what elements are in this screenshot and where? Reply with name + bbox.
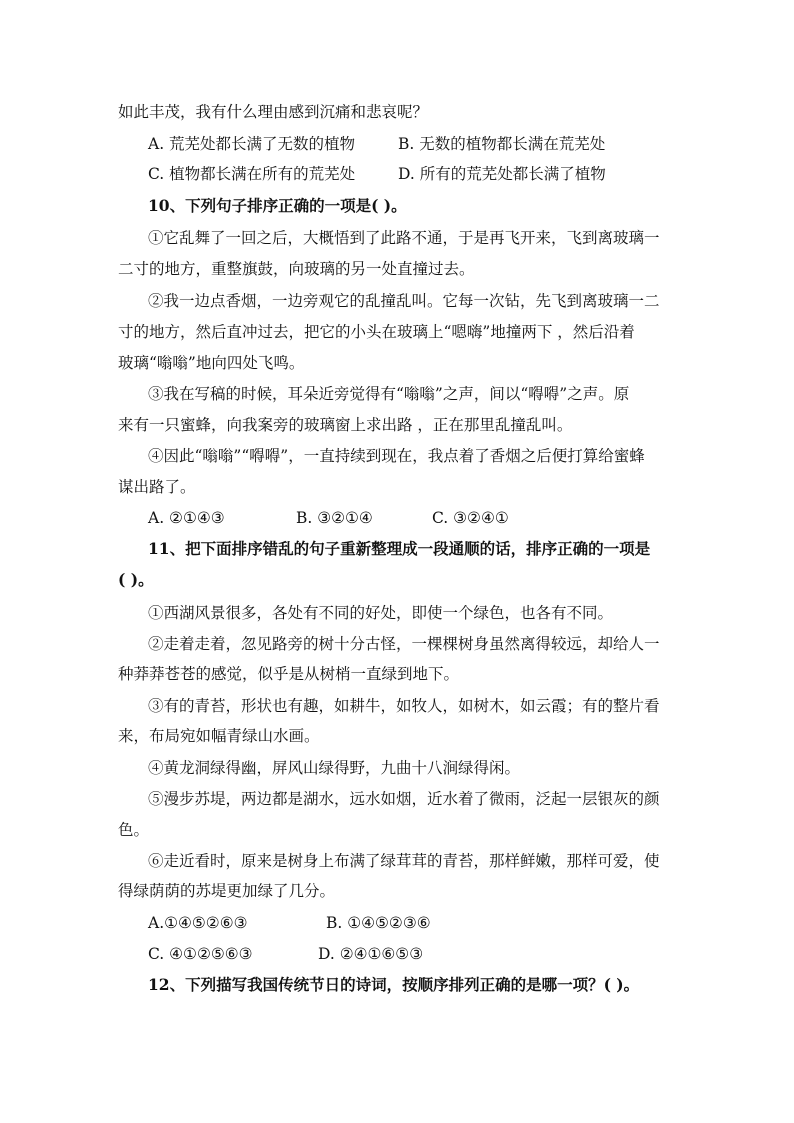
q11-sentence-2-line-2: 种莽莽苍苍的感觉，似乎是从树梢一直绿到地下。 — [118, 665, 460, 683]
q10-option-b: B. ③②①④ — [296, 509, 373, 527]
q9-option-c: C. 植物都长满在所有的荒芜处 — [148, 165, 356, 183]
q11-sentence-3-line-1: ③有的青苔，形状也有趣，如耕牛，如牧人，如树木，如云霞；有的整片看 — [148, 697, 660, 715]
q9-option-d: D. 所有的荒芜处都长满了植物 — [398, 165, 606, 183]
q11-title-line-1: 11、把下面排序错乱的句子重新整理成一段通顺的话，排序正确的一项是 — [148, 539, 651, 558]
q11-option-d: D. ②④①⑥⑤③ — [318, 945, 424, 963]
q10-title: 10、下列句子排序正确的一项是( )。 — [148, 196, 407, 215]
q9-option-b: B. 无数的植物都长满在荒芜处 — [398, 135, 606, 153]
q10-sentence-2-line-2: 寸的地方，然后直冲过去，把它的小头在玻璃上“嗯嗨”地撞两下 ，然后沿着 — [118, 323, 635, 341]
q10-sentence-2-line-1: ②我一边点香烟，一边旁观它的乱撞乱叫。它每一次钻，先飞到离玻璃一二 — [148, 292, 660, 310]
q11-title-line-2: ( )。 — [118, 570, 154, 589]
q9-option-a: A. 荒芜处都长满了无数的植物 — [148, 135, 356, 153]
q11-option-a: A.①④⑤②⑥③ — [148, 914, 248, 932]
q10-sentence-4-line-1: ④因此“嗡嗡”“嘚嘚”，一直持续到现在，我点着了香烟之后便打算给蜜蜂 — [148, 447, 645, 465]
q10-sentence-1-line-2: 二寸的地方，重整旗鼓，向玻璃的另一处直撞过去。 — [118, 260, 475, 278]
q10-sentence-3-line-2: 来有一只蜜蜂，向我案旁的玻璃窗上求出路 ，正在那里乱撞乱叫。 — [118, 416, 573, 434]
q11-option-c: C. ④①②⑤⑥③ — [148, 945, 253, 963]
q10-sentence-1-line-1: ①它乱舞了一回之后，大概悟到了此路不通，于是再飞开来，飞到离玻璃一 — [148, 229, 660, 247]
q11-sentence-3-line-2: 来，布局宛如幅青绿山水画。 — [118, 727, 320, 745]
q12-title: 12、下列描写我国传统节日的诗词，按顺序排列正确的是哪一项？( )。 — [148, 975, 640, 994]
q11-sentence-6-line-2: 得绿荫荫的苏堤更加绿了几分。 — [118, 882, 336, 900]
q11-sentence-6-line-1: ⑥走近看时，原来是树身上布满了绿茸茸的青苔，那样鲜嫩，那样可爱，使 — [148, 852, 660, 870]
q11-sentence-2-line-1: ②走着走着，忽见路旁的树十分古怪，一棵棵树身虽然离得较远，却给人一 — [148, 635, 660, 653]
q10-option-a: A. ②①④③ — [148, 509, 225, 527]
q11-sentence-1: ①西湖风景很多，各处有不同的好处，即使一个绿色，也各有不同。 — [148, 604, 614, 622]
intro-line: 如此丰茂，我有什么理由感到沉痛和悲哀呢？ — [118, 103, 429, 121]
q10-sentence-2-line-3: 玻璃“嗡嗡”地向四处飞鸣。 — [118, 354, 305, 372]
q10-sentence-3-line-1: ③我在写稿的时候，耳朵近旁觉得有“嗡嗡”之声，间以“嘚嘚”之声。原 — [148, 385, 630, 403]
q11-sentence-5-line-2: 色。 — [118, 821, 150, 839]
q11-option-b: B. ①④⑤②③⑥ — [326, 914, 431, 932]
q10-option-c: C. ③②④① — [432, 509, 509, 527]
q11-sentence-4: ④黄龙洞绿得幽，屏风山绿得野，九曲十八涧绿得闲。 — [148, 759, 521, 777]
q10-sentence-4-line-2: 谋出路了。 — [118, 478, 196, 496]
q11-sentence-5-line-1: ⑤漫步苏堤，两边都是湖水，远水如烟，近水着了微雨，泛起一层银灰的颜 — [148, 790, 660, 808]
